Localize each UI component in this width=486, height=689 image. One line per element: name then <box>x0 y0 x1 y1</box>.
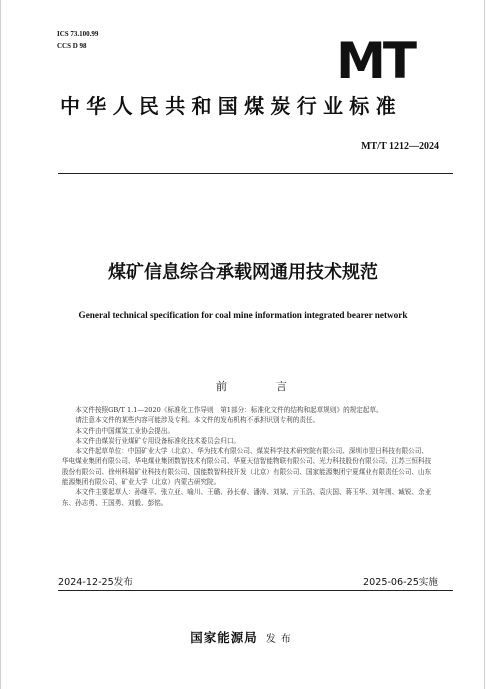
footer-divider <box>58 590 453 591</box>
ccs-code: CCS D 98 <box>57 42 87 50</box>
document-title-en: General technical specification for coal mine information integrated bearer network <box>78 310 408 320</box>
preface-paragraph: 本文件主要起草人：孙继平、张立亚、喻川、王璐、孙长春、潘涛、刘斌、亓玉浩、袁庆国、蒋玉华、刘年围、臧锐、余亚东、孙志勇、王国勇、刘毅、彭铭。 <box>62 488 432 507</box>
header-divider <box>58 173 453 174</box>
standard-category-title: 中华人民共和国煤炭行业标准 <box>60 94 402 118</box>
preface-heading: 前 言 <box>216 380 306 393</box>
mt-logo-text: MT <box>336 38 414 82</box>
issuer-suffix: 发布 <box>265 634 296 645</box>
preface-body <box>62 405 432 508</box>
mt-logo <box>330 38 420 82</box>
standard-number: MT/T 1212—2024 <box>361 141 439 152</box>
page-edge-left <box>0 0 1 689</box>
preface-paragraph: 本文件起草单位：中国矿业大学（北京）、华为技术有限公司、煤炭科学技术研究院有限公司、深圳市翌日科技有限公司、华电煤业集团有限公司、华电煤业集团数智技术有限公司、华夏天信智能物联有限公司、光力科技股份有限公司、江苏三恒科技股份有限公司、徐州科瑞矿业科技有限公司、国能数智科技开发（北京）有限公司、国家能源集团宁夏煤业有限责任公司、山东能源集团有限公司、矿业大学（北京）内蒙古研究院。 <box>62 447 432 487</box>
issue-date: 2024-12-25发布 <box>58 577 133 588</box>
issuer-name: 国家能源局 <box>190 630 258 645</box>
ics-code: ICS 73.100.99 <box>57 30 99 38</box>
preface-paragraph: 请注意本文件的某些内容可能涉及专利。本文件的发布机构不承担识别专利的责任。 <box>75 416 320 425</box>
page-edge-right <box>484 0 485 689</box>
preface-paragraph: 本文件按照GB/T 1.1—2020《标准化工作导则 第1部分：标准化文件的结构和起草规则》的规定起草。 <box>75 406 383 414</box>
preface-paragraph: 本文件由煤炭行业煤矿专用设备标准化技术委员会归口。 <box>75 436 241 445</box>
implementation-date: 2025-06-25实施 <box>363 577 438 588</box>
document-title-cn: 煤矿信息综合承载网通用技术规范 <box>108 262 378 283</box>
preface-paragraph: 本文件由中国煤炭工业协会提出。 <box>75 426 175 435</box>
classification-codes <box>57 28 98 52</box>
issuer <box>0 627 486 646</box>
